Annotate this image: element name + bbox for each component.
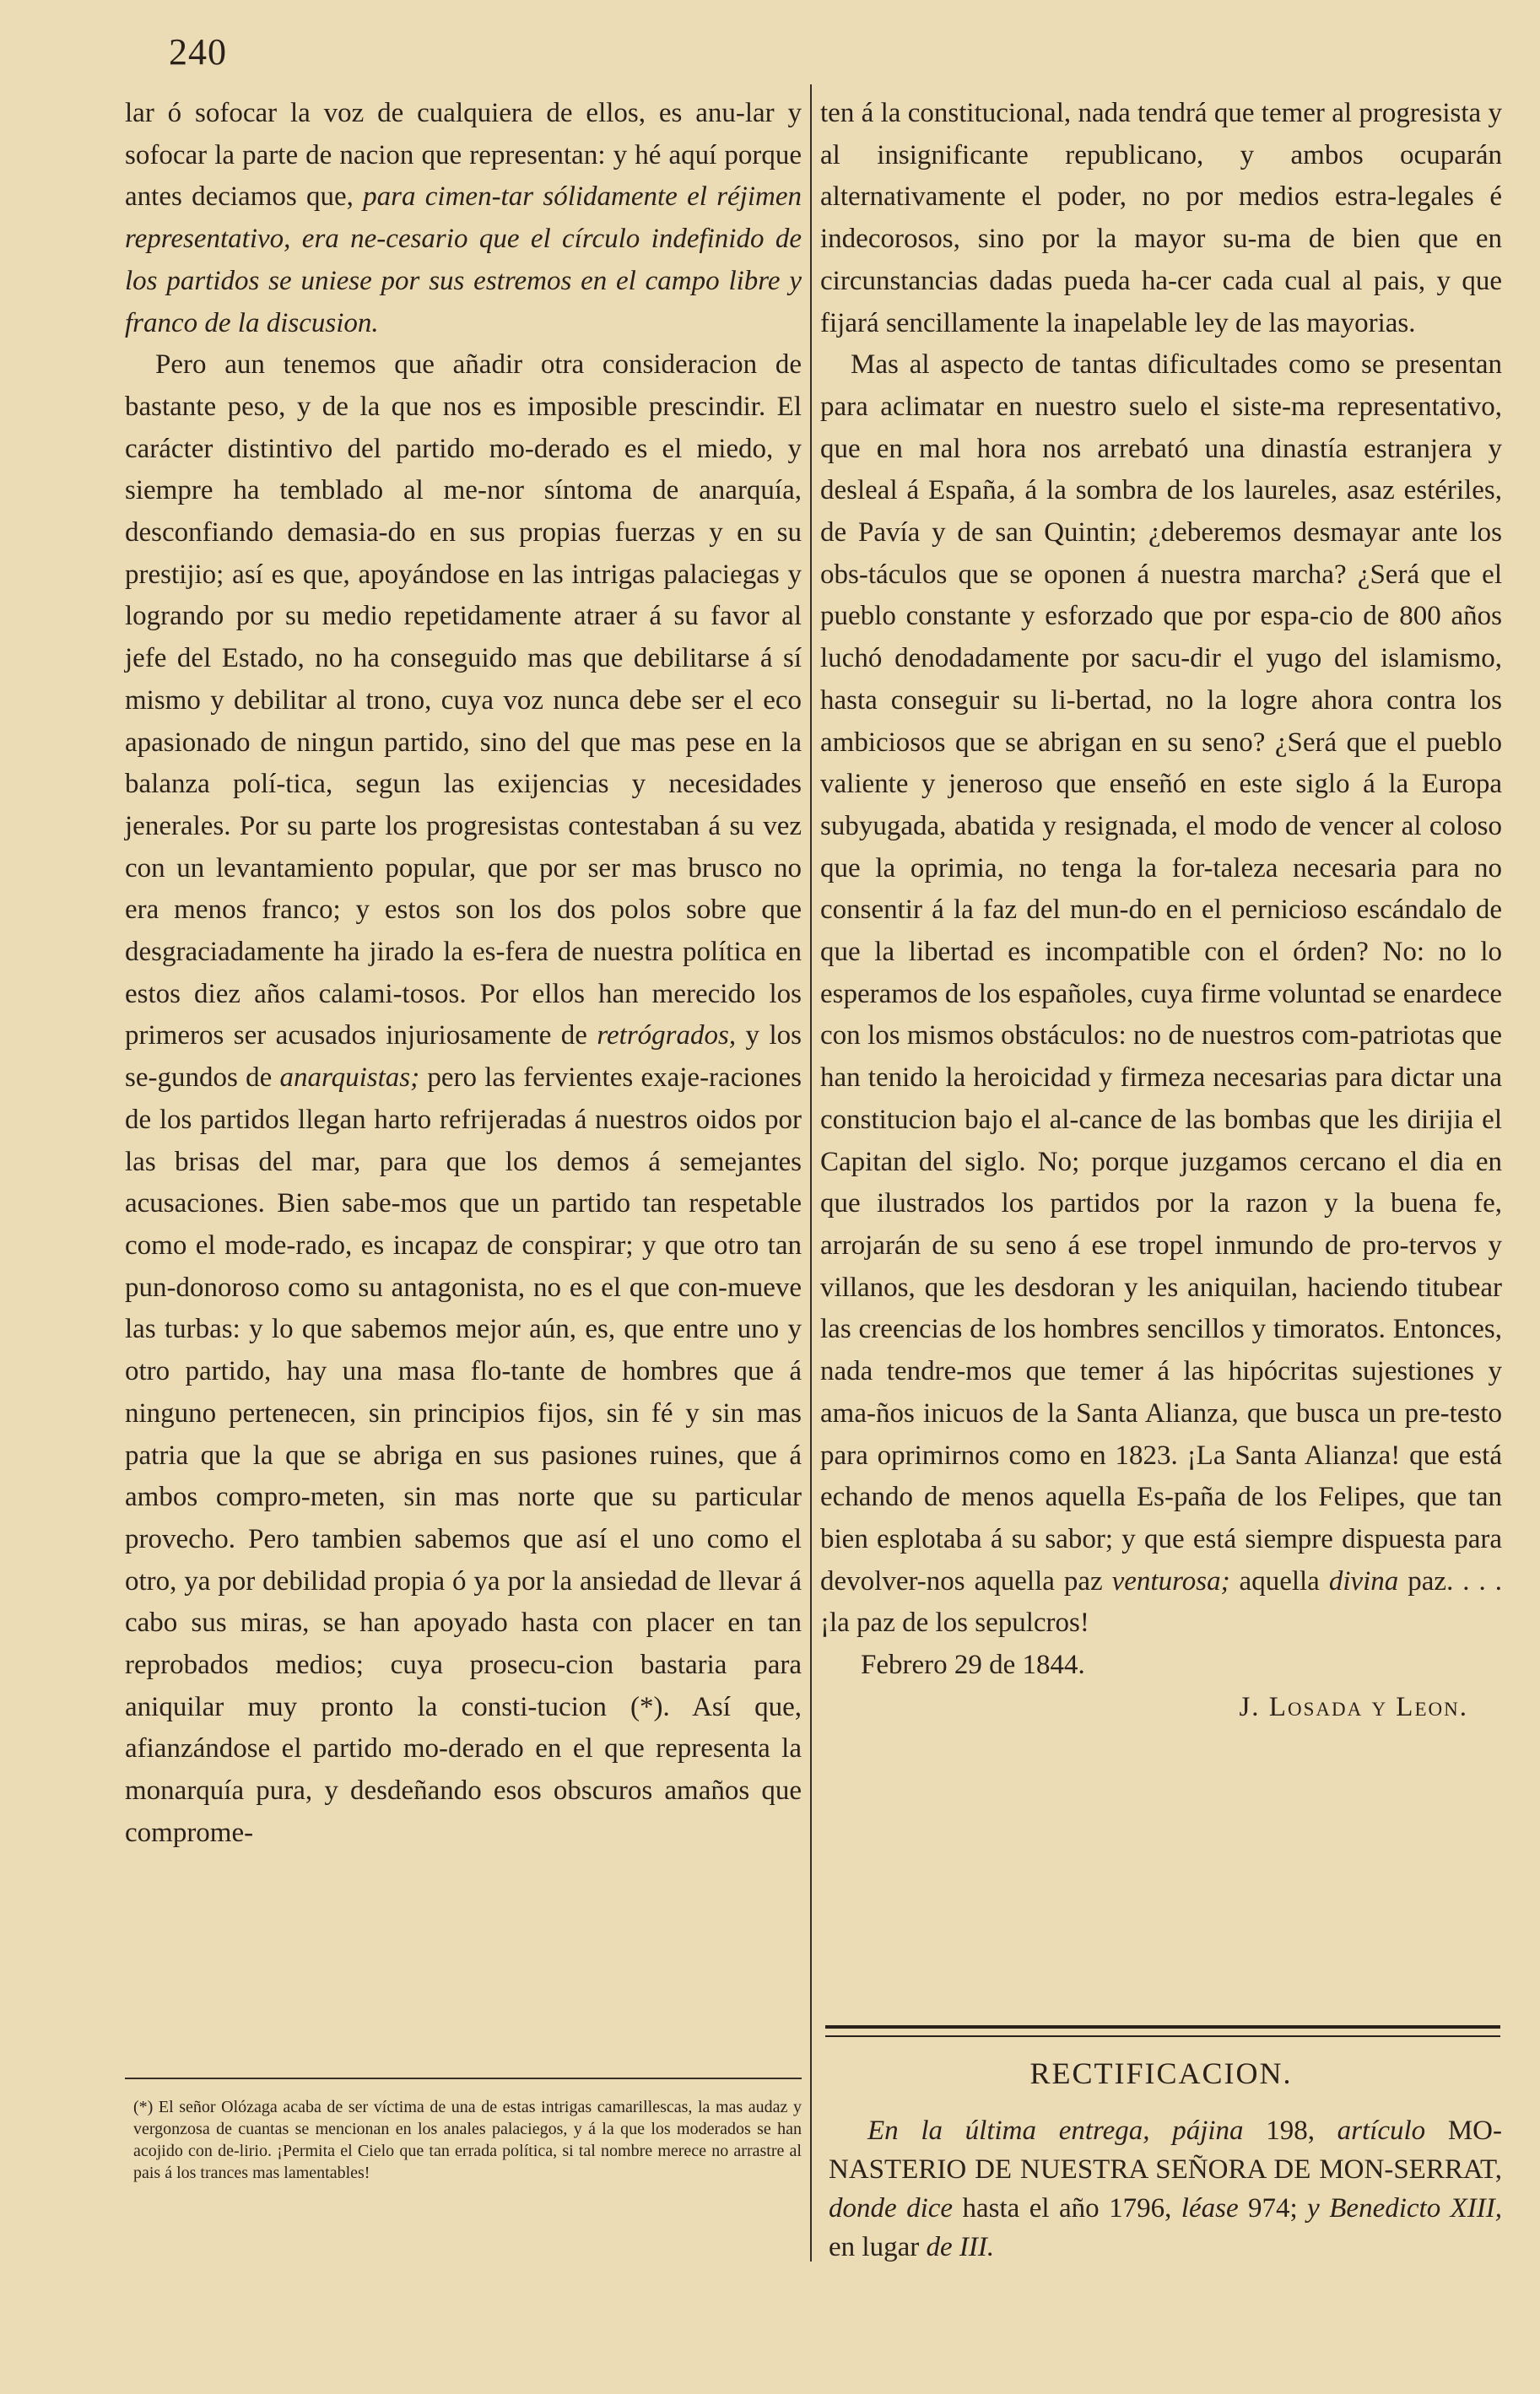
italic-text-run: retrógrados, bbox=[597, 1020, 737, 1051]
article-date: Febrero 29 de 1844. bbox=[861, 1650, 1085, 1681]
text-run: MO-NASTERIO DE NUESTRA SEÑORA DE MON-SERRAT, bbox=[829, 2116, 1502, 2185]
right-paragraph-2 bbox=[820, 344, 1502, 1645]
text-run: 198, bbox=[1243, 2116, 1337, 2146]
italic-text-run: divina bbox=[1328, 1565, 1399, 1597]
italic-text-run: artículo bbox=[1337, 2116, 1426, 2146]
footnote-rule bbox=[125, 2078, 802, 2079]
rectificacion-title: RECTIFICACION. bbox=[1029, 2056, 1293, 2090]
page-number: 240 bbox=[169, 31, 227, 73]
rectificacion-paragraph bbox=[829, 2111, 1502, 2267]
text-run: 974; bbox=[1238, 2193, 1308, 2224]
section-divider bbox=[825, 2025, 1500, 2037]
italic-text-run: venturosa; bbox=[1111, 1565, 1230, 1597]
author-signature: J. Losada y Leon. bbox=[1239, 1691, 1468, 1722]
text-run: y los se-gundos de bbox=[125, 1020, 802, 1094]
text-run: pero las fervientes exaje-raciones de los partidos llegan harto refrijeradas á nuestros oidos por las brisas del mar, para que los demos á semejantes acusaciones. Bien sabe-mos que un partido tan respetable como el mode-rado, es incapaz de conspirar; y que otro tan pun-donoroso como su antagonista, no es el que con-mueve las turbas: y lo que sabemos mejor aún, es, que entre uno y otro partido, hay una masa flo-tante de hombres que á ninguno pertenecen, sin principios fijos, sin fé y sin mas patria que la que se abriga en sus pasiones ruines, que á ambos compro-meten, sin mas norte que su particular provecho. Pero tambien sabemos que así el uno como el otro, ya por debilidad propia ó ya por la ansiedad de llevar á cabo sus miras, se han apoyado hasta con placer en tan reprobados medios; cuya prosecu-cion bastaria para aniquilar muy pronto la consti-tucion (*). Así que, afianzándose el partido mo-derado en el que representa la monarquía pura, y desdeñando esos obscuros amaños que comprome- bbox=[125, 1062, 802, 1848]
column-divider bbox=[810, 84, 812, 2262]
text-run: lar ó sofocar la voz de cualquiera de ellos, es anu-lar y sofocar la parte de nacion que representan: y hé aquí porque antes deciamos que, bbox=[125, 98, 802, 213]
text-run: aquella bbox=[1229, 1565, 1329, 1597]
left-paragraph-2 bbox=[125, 344, 802, 1854]
italic-text-run: y Benedicto XIII, bbox=[1307, 2193, 1503, 2224]
left-column bbox=[125, 93, 802, 1855]
italic-text-run: anarquistas; bbox=[279, 1062, 420, 1094]
italic-text-run: para cimen-tar sólidamente el réjimen representativo, era ne-cesario que el círculo indefinido de los partidos se uniese por sus estremos en el campo libre y franco de la discusion. bbox=[125, 181, 802, 338]
text-run: hasta el año 1796, bbox=[953, 2193, 1181, 2224]
text-run: paz. . . . ¡la paz de los sepulcros! bbox=[820, 1565, 1503, 1639]
right-column bbox=[820, 93, 1502, 1728]
text-run: Pero aun tenemos que añadir otra consideracion de bastante peso, y de la que nos es imposible prescindir. El carácter distintivo del partido mo-derado es el miedo, y siempre ha temblado al me-nor síntoma de anarquía, desconfiando demasia-do en sus propias fuerzas y en su prestijio; así es que, apoyándose en las intrigas palaciegas y logrando por su medio repetidamente atraer á su favor al jefe del Estado, no ha conseguido mas que debilitarse á sí mismo y debilitar al trono, cuya voz nunca debe ser el eco apasionado de ningun partido, sino del que mas pese en la balanza polí-tica, segun las exijencias y necesidades jenerales. Por su parte los progresistas contestaban á su vez con un levantamiento popular, que por ser mas brusco no era menos franco; y estos son los dos polos sobre que desgraciadamente ha jirado la es-fera de nuestra política en estos diez años calami-tosos. Por ellos han merecido los primeros ser acusados injuriosamente de bbox=[125, 349, 802, 1051]
italic-text-run: En la última entrega, pájina bbox=[867, 2116, 1244, 2146]
italic-text-run: léase bbox=[1181, 2193, 1239, 2224]
right-paragraph-1: ten á la constitucional, nada tendrá que temer al progresista y al insignificante republicano, y ambos ocuparán alternativamente el poder, no por medios estra-legales é indecorosos, sino por la mayor su-ma de bien que en circunstancias dadas pueda ha-cer cada cual al pais, y que fijará sencillamente la inapelable ley de las mayorias. bbox=[820, 98, 1502, 338]
italic-text-run: de III. bbox=[926, 2232, 995, 2262]
text-run: en lugar bbox=[829, 2232, 927, 2262]
footnote: (*) El señor Olózaga acaba de ser víctima de una de estas intrigas camarillescas, la mas audaz y vergonzosa de cuantas se mencionan en los anales palaciegos, y á la que los moderados se han acojido con de-lirio. ¡Permita el Cielo que tan errada política, si tal nombre merece no arrastre al pais á los trances mas lamentables! bbox=[133, 2098, 802, 2182]
text-run: Mas al aspecto de tantas dificultades como se presentan para aclimatar en nuestro suelo el siste-ma representativo, que en mal hora nos arrebató una dinastía estranjera y desleal á España, á la sombra de los laureles, asaz estériles, de Pavía y de san Quintin; ¿deberemos desmayar ante los obs-táculos que se oponen á nuestra marcha? ¿Será que el pueblo constante y esforzado que por espa-cio de 800 años luchó denodadamente por sacu-dir el yugo del islamismo, hasta conseguir su li-bertad, no la logre ahora contra los ambiciosos que se abrigan en su seno? ¿Será que el pueblo valiente y jeneroso que enseñó en este siglo á la Europa subyugada, abatida y resignada, el modo de vencer al coloso que la oprimia, no tenga la for-taleza necesaria para no consentir á la faz del mun-do en el pernicioso escándalo de que la libertad es incompatible con el órden? No: no lo esperamos de los españoles, cuya firme voluntad se enardece con los mismos obstáculos: no de nuestros com-patriotas que han tenido la heroicidad y firmeza necesarias para dictar una constitucion bajo el al-cance de las bombas que les dirijia el Capitan del siglo. No; porque juzgamos cercano el dia en que ilustrados los partidos por la razon y la buena fe, arrojarán de su seno á ese tropel inmundo de pro-tervos y villanos, que les desdoran y les aniquilan, haciendo titubear las creencias de los hombres sencillos y timoratos. Entonces, nada tendre-mos que temer á las hipócritas sujestiones y ama-ños inicuos de la Santa Alianza, que busca un pre-testo para oprimirnos como en 1823. ¡La Santa Alianza! que está echando de menos aquella Es-paña de los Felipes, que tan bien esplotaba á su sabor; y que está siempre dispuesta para devolver-nos aquella paz bbox=[820, 349, 1502, 1597]
rectificacion-body bbox=[829, 2111, 1502, 2267]
left-paragraph-1 bbox=[125, 93, 802, 344]
italic-text-run: donde dice bbox=[829, 2193, 954, 2224]
